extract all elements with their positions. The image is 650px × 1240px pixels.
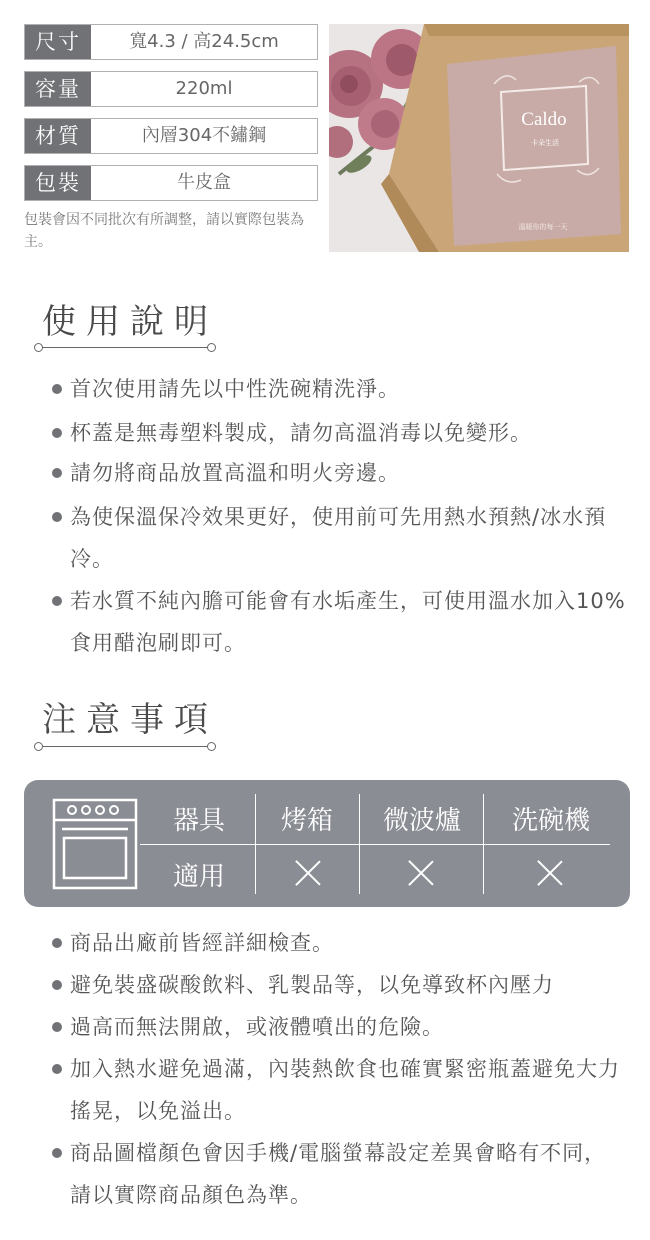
spec-label: 包裝 xyxy=(25,166,91,200)
spec-value: 牛皮盒 xyxy=(177,172,231,193)
box-brand: Caldo xyxy=(521,109,567,130)
header-oven: 烤箱 xyxy=(280,806,333,836)
gift-box-illustration xyxy=(329,24,629,252)
bullet-icon xyxy=(52,1022,62,1032)
usage-item: 杯蓋是無毒塑料製成，請勿高溫消毒以免變形。 xyxy=(52,412,622,454)
appliance-table xyxy=(24,780,630,907)
bullet-icon xyxy=(52,512,62,522)
product-photo xyxy=(329,24,629,252)
notes-item: 避免裝盛碳酸飲料、乳製品等，以免導致杯內壓力 xyxy=(52,964,622,1006)
spec-value: 寬4.3 / 高24.5cm xyxy=(129,31,279,52)
title-divider xyxy=(34,742,216,752)
bullet-icon xyxy=(52,428,62,438)
bullet-icon xyxy=(52,980,62,990)
notes-item: 商品圖檔顏色會因手機/電腦螢幕設定差異會略有不同，請以實際商品顏色為準。 xyxy=(52,1132,620,1216)
spec-value: 內層304不鏽鋼 xyxy=(141,125,267,146)
usage-title: 使用說明 xyxy=(42,302,218,342)
usage-item: 首次使用請先以中性洗碗精洗淨。 xyxy=(52,368,622,410)
bullet-icon xyxy=(52,938,62,948)
usage-item: 若水質不純內膽可能會有水垢產生，可使用溫水加入10%食用醋泡刷即可。 xyxy=(52,580,632,664)
box-label xyxy=(447,46,621,246)
bullet-icon xyxy=(52,468,62,478)
bullet-icon xyxy=(52,1148,62,1158)
bullet-icon xyxy=(52,1064,62,1074)
box-slogan: 溫暖你的每一天 xyxy=(518,223,568,231)
not-allowed-icon xyxy=(537,860,563,886)
spec-row-size xyxy=(24,24,318,60)
usage-item: 為使保溫保冷效果更好，使用前可先用熱水預熱/冰水預冷。 xyxy=(52,496,612,580)
spec-row-packaging xyxy=(24,165,318,201)
row-applicable-label: 適用 xyxy=(172,862,225,892)
oven-icon xyxy=(52,798,138,890)
title-divider xyxy=(34,343,216,353)
spec-row-capacity xyxy=(24,71,318,107)
bullet-icon xyxy=(52,384,62,394)
packaging-note: 包裝會因不同批次有所調整，請以實際包裝為主。 xyxy=(24,212,304,250)
notes-item: 過高而無法開啟，或液體噴出的危險。 xyxy=(52,1006,622,1048)
usage-item: 請勿將商品放置高溫和明火旁邊。 xyxy=(52,452,622,494)
notes-title: 注意事項 xyxy=(42,700,218,740)
header-microwave: 微波爐 xyxy=(382,806,461,836)
not-allowed-icon xyxy=(295,860,321,886)
spec-row-material xyxy=(24,118,318,154)
notes-item: 加入熱水避免過滿，內裝熱飲食也確實緊密瓶蓋避免大力搖晃，以免溢出。 xyxy=(52,1048,620,1132)
notes-item: 商品出廠前皆經詳細檢查。 xyxy=(52,922,622,964)
bullet-icon xyxy=(52,596,62,606)
header-dishwasher: 洗碗機 xyxy=(511,806,590,836)
spec-label: 容量 xyxy=(25,72,91,106)
header-appliance: 器具 xyxy=(172,806,225,836)
spec-value: 220ml xyxy=(175,78,233,99)
spec-label: 材質 xyxy=(25,119,91,153)
not-allowed-icon xyxy=(408,860,434,886)
box-tagline: 卡朵生活 xyxy=(531,139,559,147)
spec-label: 尺寸 xyxy=(25,25,91,59)
